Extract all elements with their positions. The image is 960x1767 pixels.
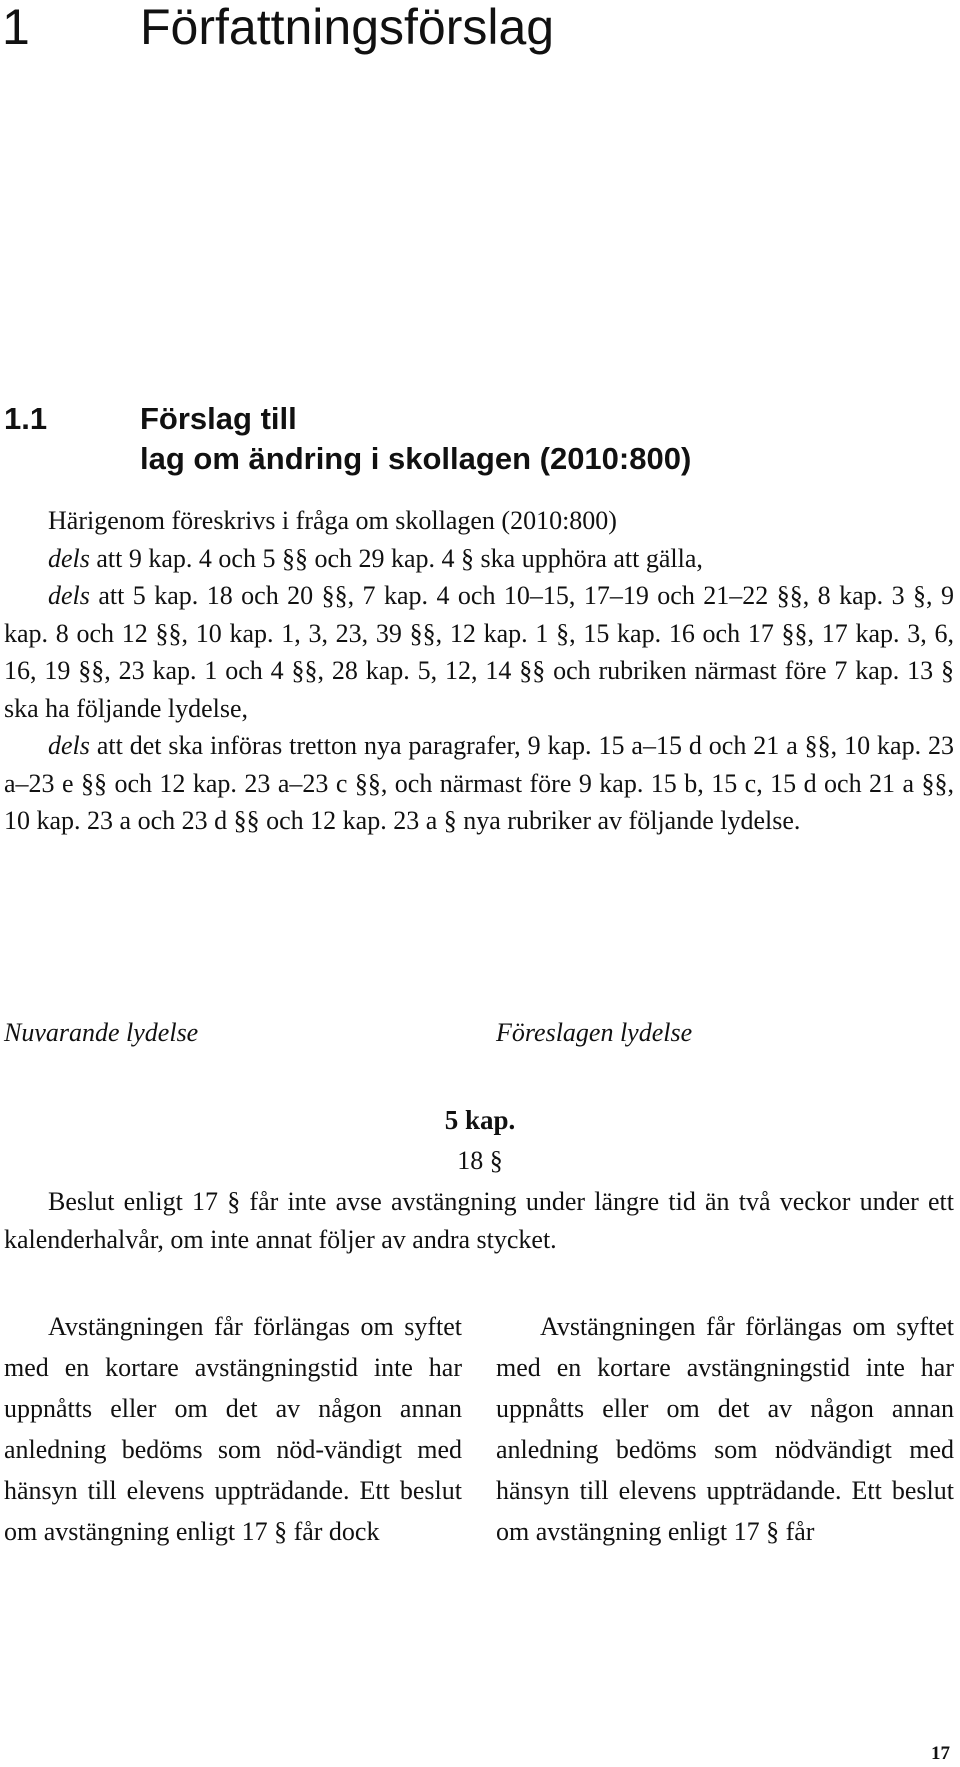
section-heading-number: 1.1	[4, 401, 48, 436]
intro-text	[4, 502, 954, 840]
chapter-heading-title: Författningsförslag	[140, 0, 555, 55]
dels-clause-text: att 5 kap. 18 och 20 §§, 7 kap. 4 och 10–15, 17–19 och 21–22 §§, 8 kap. 3 §, 9 kap. 8 och 12 §§, 10 kap. 1, 3, 23, 39 §§, 12 kap. 1 §, 15 kap. 16 och 17 §§, 17 kap. 3, 6, 16, 19 §§, 23 kap. 1 och 4 §§, 28 kap. 5, 12, 14 §§ och rubriken närmast före 7 kap. 13 § ska ha följande lydelse,	[4, 581, 954, 723]
current-wording-text: Avstängningen får förlängas om syftet med en kortare avstängningstid inte har uppnåtts eller om det av någon annan anledning bedöms som nöd-vändigt med hänsyn till elevens uppträdande. Ett beslut om avstängning enligt 17 § får dock	[4, 1312, 462, 1546]
shared-paragraph	[4, 1183, 954, 1258]
paragraph-label: 18 §	[457, 1146, 503, 1175]
current-wording-column	[4, 1306, 462, 1552]
dels-clause-repeal	[4, 540, 954, 578]
dels-word: dels	[48, 543, 90, 573]
dels-clause-text: att det ska införas tretton nya paragrafer, 9 kap. 15 a–15 d och 21 a §§, 10 kap. 23 a–23 e §§ och 12 kap. 23 a–23 c §§, och närmast före 9 kap. 15 b, 15 c, 15 d och 21 a §§, 10 kap. 23 a och 23 d §§ och 12 kap. 23 a § nya rubriker av följande lydelse.	[4, 731, 954, 835]
chapter-heading-number: 1	[2, 0, 30, 55]
dels-clause-insert	[4, 727, 954, 840]
dels-clause-text: att 9 kap. 4 och 5 §§ och 29 kap. 4 § ska upphöra att gälla,	[89, 543, 703, 573]
page-number: 17	[931, 1743, 950, 1764]
chapter-heading	[2, 0, 554, 56]
section-heading-title	[140, 399, 691, 479]
proposed-wording-column	[496, 1306, 954, 1552]
column-header-proposed: Föreslagen lydelse	[496, 1018, 693, 1047]
dels-clause-amend	[4, 577, 954, 727]
chapter-label: 5 kap.	[444, 1105, 516, 1135]
section-heading-title-line2: lag om ändring i skollagen (2010:800)	[140, 441, 692, 476]
intro-line: Härigenom föreskrivs i fråga om skollagen (2010:800)	[48, 506, 617, 535]
shared-paragraph-text: Beslut enligt 17 § får inte avse avstängning under längre tid än två veckor under ett kalenderhalvår, om inte annat följer av andra stycket.	[4, 1187, 954, 1254]
proposed-wording-text: Avstängningen får förlängas om syftet med en kortare avstängningstid inte har uppnåtts eller om det av någon annan anledning bedöms som nödvändigt med hänsyn till elevens uppträdande. Ett beslut om avstängning enligt 17 § får	[496, 1312, 954, 1546]
dels-word: dels	[48, 731, 90, 760]
column-header-current: Nuvarande lydelse	[4, 1018, 199, 1047]
dels-word: dels	[48, 581, 90, 610]
section-heading-title-line1: Förslag till	[140, 401, 297, 436]
